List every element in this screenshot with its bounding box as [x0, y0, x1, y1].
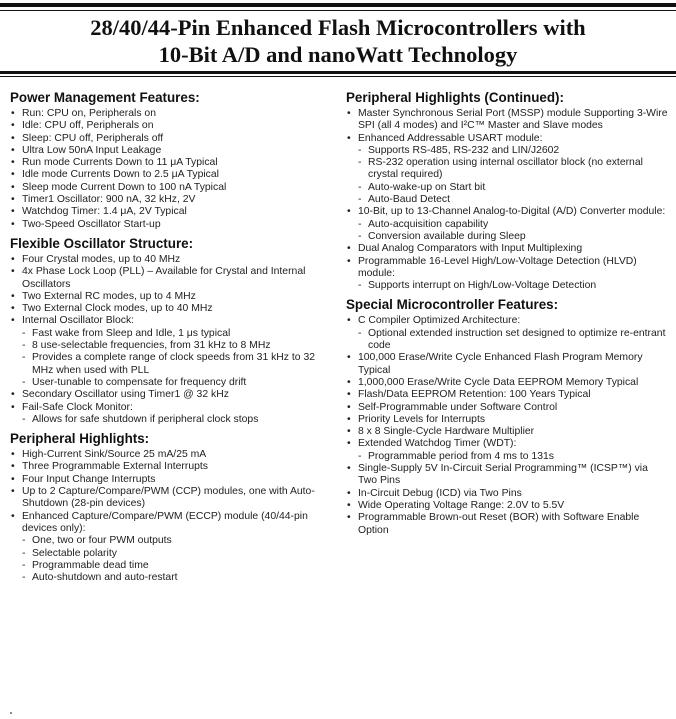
feature-list [346, 108, 668, 292]
list-item: • Master Synchronous Serial Port (MSSP) module Supporting 3-Wire SPI (all 4 modes) and I²C™ Master and Slave modes [346, 108, 668, 133]
section-heading: Power Management Features: [10, 90, 200, 105]
list-item: • Single-Supply 5V In-Circuit Serial Programming™ (ICSP™) via Two Pins [346, 463, 668, 488]
list-item: • Up to 2 Capture/Compare/PWM (CCP) modules, one with Auto-Shutdown (28-pin devices) [10, 486, 328, 511]
list-item: • High-Current Sink/Source 25 mA/25 mA [10, 449, 328, 461]
sub-list-item: - Supports RS-485, RS-232 and LIN/J2602 [346, 145, 668, 157]
feature-list [10, 108, 328, 231]
sub-list-item: - RS-232 operation using internal oscillator block (no external crystal required) [346, 157, 668, 182]
list-item: • Self-Programmable under Software Control [346, 402, 668, 414]
list-item: • Sleep mode Current Down to 100 nA Typical [10, 182, 328, 194]
section-heading: Special Microcontroller Features: [346, 297, 559, 313]
sub-list-item: - Allows for safe shutdown if peripheral clock stops [10, 414, 328, 426]
list-item: • Run mode Currents Down to 11 μA Typical [10, 157, 328, 169]
sub-list-item: - Programmable dead time [10, 560, 328, 572]
list-item: • Timer1 Oscillator: 900 nA, 32 kHz, 2V [10, 194, 328, 206]
document-title [0, 14, 676, 68]
sub-list-item: - Provides a complete range of clock speeds from 31 kHz to 32 MHz when used with PLL [10, 352, 328, 377]
title-line-1: 28/40/44-Pin Enhanced Flash Microcontrollers with [90, 15, 586, 40]
list-item: • 10-Bit, up to 13-Channel Analog-to-Digital (A/D) Converter module: [346, 206, 668, 218]
list-item: • Two External RC modes, up to 4 MHz [10, 291, 328, 303]
feature-list [10, 254, 328, 426]
section-heading: Peripheral Highlights (Continued): [346, 90, 564, 105]
title-rule-thin [0, 76, 676, 77]
sub-list-item: - Auto-shutdown and auto-restart [10, 572, 328, 584]
list-item: • Idle: CPU off, Peripherals on [10, 120, 328, 132]
sub-list-item: - 8 use-selectable frequencies, from 31 kHz to 8 MHz [10, 340, 328, 352]
page-mark [10, 712, 12, 714]
sub-list-item: - Fast wake from Sleep and Idle, 1 μs typical [10, 328, 328, 340]
section-peripheral-highlights [10, 431, 328, 584]
list-item: • 1,000,000 Erase/Write Cycle Data EEPROM Memory Typical [346, 377, 668, 389]
list-item: • Dual Analog Comparators with Input Multiplexing [346, 243, 668, 255]
list-item: • Extended Watchdog Timer (WDT): [346, 438, 668, 450]
list-item: • 4x Phase Lock Loop (PLL) – Available for Crystal and Internal Oscillators [10, 266, 328, 291]
list-item: • Internal Oscillator Block: [10, 315, 328, 327]
sub-list-item: - Optional extended instruction set designed to optimize re-entrant code [346, 328, 668, 353]
title-rule-thick [0, 71, 676, 74]
list-item: • C Compiler Optimized Architecture: [346, 315, 668, 327]
section-heading: Flexible Oscillator Structure: [10, 235, 194, 251]
list-item: • Programmable 16-Level High/Low-Voltage Detection (HLVD) module: [346, 256, 668, 281]
sub-list-item: - Programmable period from 4 ms to 131s [346, 451, 668, 463]
sub-list-item: - Auto-wake-up on Start bit [346, 182, 668, 194]
list-item: • In-Circuit Debug (ICD) via Two Pins [346, 488, 668, 500]
sub-list-item: - Conversion available during Sleep [346, 231, 668, 243]
section-power-management-features [10, 90, 328, 231]
list-item: • Flash/Data EEPROM Retention: 100 Years Typical [346, 389, 668, 401]
list-item: • Enhanced Addressable USART module: [346, 133, 668, 145]
sub-list-item: - Auto-acquisition capability [346, 219, 668, 231]
sub-list-item: - Supports interrupt on High/Low-Voltage Detection [346, 280, 668, 292]
feature-list [10, 449, 328, 584]
list-item: • Three Programmable External Interrupts [10, 461, 328, 473]
list-item: • Fail-Safe Clock Monitor: [10, 402, 328, 414]
list-item: • Sleep: CPU off, Peripherals off [10, 133, 328, 145]
left-column [10, 90, 328, 589]
list-item: • Wide Operating Voltage Range: 2.0V to 5.5V [346, 500, 668, 512]
list-item: • Enhanced Capture/Compare/PWM (ECCP) module (40/44-pin devices only): [10, 511, 328, 536]
list-item: • Ultra Low 50nA Input Leakage [10, 145, 328, 157]
section-heading: Peripheral Highlights: [10, 431, 150, 447]
list-item: • Idle mode Currents Down to 2.5 μA Typical [10, 169, 328, 181]
right-column [346, 90, 668, 542]
section-flexible-oscillator-structure [10, 236, 328, 426]
sub-list-item: - Selectable polarity [10, 548, 328, 560]
title-line-2: 10-Bit A/D and nanoWatt Technology [158, 42, 518, 67]
section-special-microcontroller-features [346, 297, 668, 536]
sub-list-item: - Auto-Baud Detect [346, 194, 668, 206]
header-rule-thick [0, 3, 676, 7]
list-item: • 8 x 8 Single-Cycle Hardware Multiplier [346, 426, 668, 438]
list-item: • 100,000 Erase/Write Cycle Enhanced Flash Program Memory Typical [346, 352, 668, 377]
list-item: • Programmable Brown-out Reset (BOR) with Software Enable Option [346, 512, 668, 537]
sub-list-item: - User-tunable to compensate for frequency drift [10, 377, 328, 389]
list-item: • Run: CPU on, Peripherals on [10, 108, 328, 120]
list-item: • Four Input Change Interrupts [10, 474, 328, 486]
header-rule-thin [0, 10, 676, 11]
list-item: • Two-Speed Oscillator Start-up [10, 219, 328, 231]
list-item: • Watchdog Timer: 1.4 μA, 2V Typical [10, 206, 328, 218]
list-item: • Two External Clock modes, up to 40 MHz [10, 303, 328, 315]
list-item: • Priority Levels for Interrupts [346, 414, 668, 426]
section-peripheral-highlights-continued [346, 90, 668, 292]
feature-list [346, 315, 668, 536]
sub-list-item: - One, two or four PWM outputs [10, 535, 328, 547]
list-item: • Four Crystal modes, up to 40 MHz [10, 254, 328, 266]
list-item: • Secondary Oscillator using Timer1 @ 32 kHz [10, 389, 328, 401]
